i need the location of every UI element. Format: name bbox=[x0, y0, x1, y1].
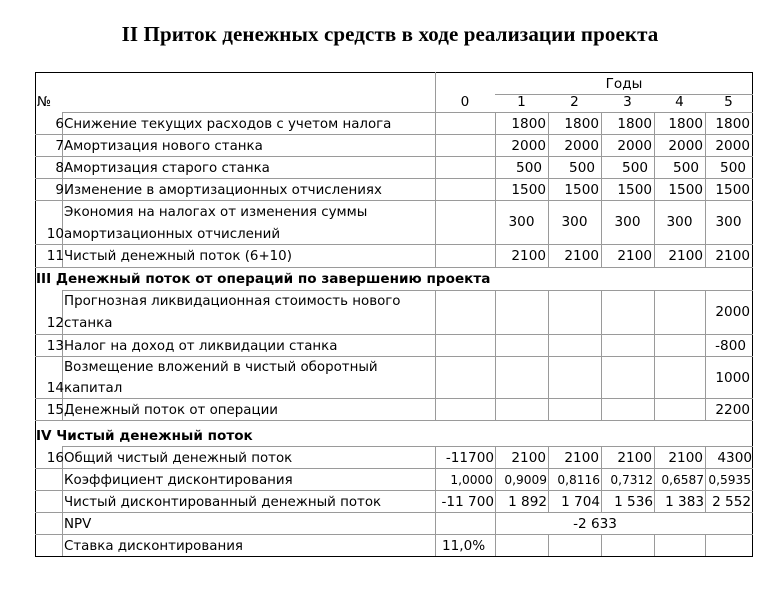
row-label: Амортизация нового станка bbox=[64, 139, 263, 154]
cell-value: 1800 bbox=[564, 116, 599, 132]
cell-value: 1500 bbox=[511, 182, 546, 198]
npv-value: -2 633 bbox=[573, 516, 617, 532]
row-label-line2: амортизационных отчислений bbox=[64, 227, 281, 242]
cell-value: 1 536 bbox=[614, 494, 653, 510]
row-number: 7 bbox=[55, 138, 64, 154]
row-label: Общий чистый денежный поток bbox=[64, 451, 293, 466]
cell-value: 2000 bbox=[564, 138, 599, 154]
row-label: Чистый денежный поток (6+10) bbox=[64, 249, 292, 264]
cell-value: 2100 bbox=[511, 450, 546, 466]
cell-value: 2100 bbox=[617, 248, 652, 264]
year-4-header: 4 bbox=[675, 94, 684, 110]
years-header: Годы bbox=[605, 76, 643, 92]
cell-value: 0,6587 bbox=[661, 473, 704, 487]
row-divider bbox=[35, 200, 753, 201]
cell-value: 500 bbox=[622, 160, 648, 176]
cell-value: -11 700 bbox=[441, 494, 494, 510]
cell-value: 500 bbox=[720, 160, 746, 176]
cell-value: 1500 bbox=[668, 182, 703, 198]
table-border-top bbox=[35, 72, 753, 73]
number-header: № bbox=[37, 94, 52, 110]
col-divider-y1 bbox=[548, 290, 549, 420]
cell-value: 1800 bbox=[668, 116, 703, 132]
cell-value: 2100 bbox=[617, 450, 652, 466]
col-divider-y2 bbox=[601, 534, 602, 556]
cell-value: 0,7312 bbox=[610, 473, 653, 487]
discount-rate-value: 11,0% bbox=[442, 538, 486, 554]
cell-value: 1800 bbox=[715, 116, 750, 132]
cell-value: 2000 bbox=[511, 138, 546, 154]
cell-value: 2100 bbox=[511, 248, 546, 264]
row-divider bbox=[35, 178, 753, 179]
cell-value: 2000 bbox=[715, 138, 750, 154]
row-label: Ставка дисконтирования bbox=[64, 539, 243, 554]
row-number: 9 bbox=[55, 182, 64, 198]
row-number: 11 bbox=[46, 248, 64, 264]
year-2-header: 2 bbox=[570, 94, 579, 110]
row-label: Снижение текущих расходов с учетом налога bbox=[64, 117, 392, 132]
cell-value: 500 bbox=[516, 160, 542, 176]
row-divider bbox=[35, 267, 753, 268]
year-1-header: 1 bbox=[517, 94, 526, 110]
cell-value: 0,9009 bbox=[504, 473, 547, 487]
row-divider bbox=[62, 112, 753, 113]
cell-value: 300 bbox=[715, 214, 742, 230]
cell-value: -800 bbox=[715, 338, 746, 354]
cell-value: 0,5935 bbox=[708, 473, 751, 487]
row-label: Денежный поток от операции bbox=[64, 403, 278, 418]
cell-value: 1000 bbox=[715, 370, 750, 386]
year-5-header: 5 bbox=[724, 94, 733, 110]
row-label-line1: Прогнозная ликвидационная стоимость нового bbox=[64, 294, 401, 309]
row-number: 15 bbox=[46, 402, 64, 418]
cell-value: 300 bbox=[666, 214, 693, 230]
col-divider-y1 bbox=[548, 534, 549, 556]
cell-value: 1500 bbox=[564, 182, 599, 198]
cell-value: 2000 bbox=[617, 138, 652, 154]
col-divider-label bbox=[435, 290, 436, 420]
row-divider bbox=[35, 468, 753, 469]
col-divider-y4 bbox=[705, 534, 706, 556]
section-title-iv: IV Чистый денежный поток bbox=[36, 428, 253, 444]
cell-value: 500 bbox=[673, 160, 699, 176]
row-label-line1: Экономия на налогах от изменения суммы bbox=[64, 205, 368, 220]
cell-value: 1,0000 bbox=[450, 473, 493, 487]
cell-value: 2 552 bbox=[712, 494, 751, 510]
cell-value: 2100 bbox=[715, 248, 750, 264]
cell-value: 4300 bbox=[717, 450, 752, 466]
cell-value: 1 383 bbox=[665, 494, 704, 510]
year-0-header: 0 bbox=[460, 94, 470, 110]
row-divider bbox=[35, 244, 753, 245]
cell-value: 2100 bbox=[668, 450, 703, 466]
col-divider-y0 bbox=[495, 290, 496, 420]
cell-value: 300 bbox=[561, 214, 588, 230]
row-label: Амортизация старого станка bbox=[64, 161, 270, 176]
cell-value: 1800 bbox=[617, 116, 652, 132]
row-divider bbox=[35, 356, 753, 357]
row-divider bbox=[35, 490, 753, 491]
cell-value: 2100 bbox=[564, 248, 599, 264]
row-divider bbox=[35, 134, 753, 135]
section-title-iii: III Денежный поток от операций по завершению проекта bbox=[36, 271, 491, 287]
col-divider-num bbox=[62, 290, 63, 420]
row-divider bbox=[62, 290, 753, 291]
row-number: 8 bbox=[55, 160, 64, 176]
col-divider-y3 bbox=[654, 290, 655, 420]
table-border-bottom bbox=[35, 556, 753, 557]
row-divider bbox=[35, 534, 753, 535]
row-label: NPV bbox=[64, 517, 92, 532]
cell-value: 2000 bbox=[715, 304, 750, 320]
table-border-right bbox=[752, 72, 753, 557]
row-divider bbox=[35, 398, 753, 399]
cell-value: 1500 bbox=[617, 182, 652, 198]
row-label: Коэффициент дисконтирования bbox=[64, 473, 293, 488]
cell-value: 0,8116 bbox=[557, 473, 600, 487]
col-divider-y2 bbox=[601, 290, 602, 420]
row-divider bbox=[35, 334, 753, 335]
cell-value: 2000 bbox=[668, 138, 703, 154]
row-label: Налог на доход от ликвидации станка bbox=[64, 339, 338, 354]
cell-value: 1500 bbox=[715, 182, 750, 198]
page-title: II Приток денежных средств в ходе реализации проекта bbox=[121, 22, 659, 46]
row-label: Изменение в амортизационных отчислениях bbox=[64, 183, 382, 198]
cell-value: -11700 bbox=[445, 450, 494, 466]
cell-value: 300 bbox=[614, 214, 641, 230]
cell-value: 1 892 bbox=[508, 494, 547, 510]
row-number: 12 bbox=[46, 315, 64, 331]
cell-value: 1 704 bbox=[561, 494, 600, 510]
year-3-header: 3 bbox=[623, 94, 632, 110]
row-number: 14 bbox=[46, 380, 64, 396]
row-label-line2: станка bbox=[64, 316, 113, 331]
row-divider bbox=[35, 512, 753, 513]
cell-value: 2200 bbox=[715, 402, 750, 418]
col-divider-y3 bbox=[654, 534, 655, 556]
row-label-line2: капитал bbox=[64, 381, 123, 396]
row-number: 10 bbox=[46, 226, 64, 242]
cell-value: 1800 bbox=[511, 116, 546, 132]
cell-value: 2100 bbox=[564, 450, 599, 466]
cell-value: 2100 bbox=[668, 248, 703, 264]
row-label-line1: Возмещение вложений в чистый оборотный bbox=[64, 360, 378, 375]
row-number: 6 bbox=[55, 116, 64, 132]
cell-value: 300 bbox=[508, 214, 535, 230]
row-divider bbox=[35, 420, 753, 421]
row-divider bbox=[62, 446, 753, 447]
cell-value: 500 bbox=[569, 160, 595, 176]
row-number: 13 bbox=[46, 338, 64, 354]
row-divider bbox=[35, 156, 753, 157]
row-label: Чистый дисконтированный денежный поток bbox=[64, 495, 382, 510]
row-number: 16 bbox=[46, 450, 64, 466]
